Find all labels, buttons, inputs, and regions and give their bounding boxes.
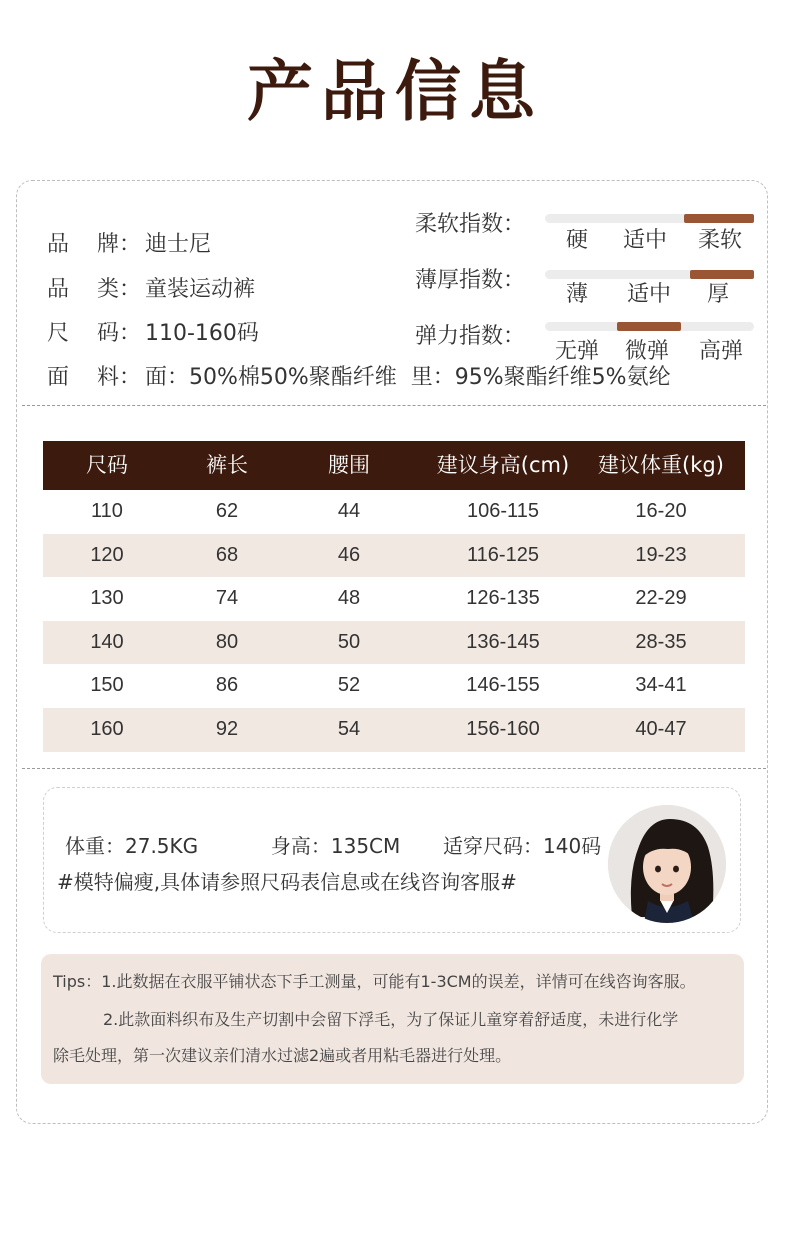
table-row: [43, 621, 745, 665]
model-stats: [65, 831, 601, 861]
index-option: 薄: [565, 282, 588, 307]
table-row: [43, 708, 745, 752]
table-cell: 16-20: [635, 500, 687, 522]
header-length: 裤长: [206, 453, 248, 477]
table-cell: 86: [215, 674, 239, 697]
spec-fabric: [47, 363, 671, 393]
table-header: [43, 441, 745, 490]
model-note: #模特偏瘦,具体请参照尺码表信息或在线咨询客服#: [57, 870, 517, 894]
spec-value: 迪士尼: [145, 232, 212, 257]
spec-label: 料：: [97, 365, 142, 390]
table-cell: 150: [90, 674, 124, 697]
index-option: 硬: [565, 228, 588, 253]
header-size: 尺码: [86, 453, 128, 477]
header-weight: 建议体重(kg): [598, 453, 724, 477]
spec-value: 110-160码: [145, 321, 259, 346]
index-option: 柔软: [697, 228, 742, 253]
spec-brand: [47, 230, 211, 260]
model-fit-size: 适穿尺码：140码: [443, 834, 602, 858]
size-table: [43, 441, 745, 752]
table-cell: 52: [337, 674, 361, 697]
tip-line-1: Tips：1.此数据在衣服平铺状态下手工测量，可能有1-3CM的误差，详情可在线咨询客服。: [53, 972, 696, 991]
index-track: [545, 322, 754, 331]
table-cell: 54: [337, 717, 361, 740]
spec-label: 品: [47, 232, 70, 257]
table-cell: 126-135: [466, 587, 540, 610]
spec-size: [47, 319, 259, 349]
table-cell: 160: [90, 717, 124, 740]
table-row: [43, 664, 745, 708]
spec-label: 码：: [97, 321, 142, 346]
index-option: 无弹: [554, 339, 599, 364]
index-track: [545, 214, 754, 223]
index-fill: [617, 322, 681, 331]
table-cell: 146-155: [466, 674, 540, 697]
table-cell: 19-23: [635, 543, 687, 566]
table-cell: 80: [215, 630, 239, 653]
index-option: 厚: [706, 282, 729, 307]
table-row: [43, 577, 745, 621]
page-title: 产品信息: [247, 53, 543, 130]
table-cell: 46: [337, 543, 361, 566]
tip-line-2: 2.此款面料织布及生产切割中会留下浮毛，为了保证儿童穿着舒适度，未进行化学: [103, 1010, 679, 1029]
table-cell: 62: [215, 500, 239, 522]
index-track: [545, 270, 754, 279]
table-cell: 22-29: [635, 587, 687, 610]
spec-category: [47, 275, 255, 305]
divider: [22, 405, 766, 406]
table-cell: 136-145: [466, 630, 540, 653]
table-cell: 40-47: [635, 717, 687, 740]
table-cell: 130: [90, 587, 124, 610]
spec-label: 面: [47, 365, 70, 390]
header-height: 建议身高(cm): [436, 453, 570, 477]
index-option: 高弹: [698, 339, 743, 364]
table-cell: 116-125: [467, 543, 539, 566]
index-label: 柔软指数：: [415, 212, 526, 237]
spec-label: 类：: [97, 277, 142, 302]
table-cell: 28-35: [635, 630, 687, 653]
table-cell: 44: [337, 500, 361, 522]
table-cell: 74: [215, 587, 239, 610]
model-weight: 体重：27.5KG: [65, 834, 199, 858]
header-waist: 腰围: [328, 453, 370, 477]
spec-value: 面：50%棉50%聚酯纤维 里：95%聚酯纤维5%氨纶: [145, 365, 671, 390]
index-label: 薄厚指数：: [415, 268, 526, 293]
model-height: 身高：135CM: [270, 834, 401, 858]
table-cell: 92: [215, 717, 239, 740]
spec-label: 尺: [47, 321, 70, 346]
spec-label: 品: [47, 277, 70, 302]
table-cell: 110: [91, 500, 123, 522]
model-avatar: [608, 805, 726, 923]
index-option: 适中: [626, 282, 671, 307]
spec-label: 牌：: [97, 232, 142, 257]
table-cell: 34-41: [635, 674, 687, 697]
index-option: 微弹: [624, 339, 669, 364]
table-cell: 120: [90, 543, 124, 566]
table-cell: 106-115: [467, 500, 539, 522]
index-fill: [690, 270, 754, 279]
index-label: 弹力指数：: [415, 324, 526, 349]
tip-line-3: 除毛处理，第一次建议亲们清水过滤2遍或者用粘毛器进行处理。: [53, 1046, 512, 1065]
table-cell: 50: [337, 630, 361, 653]
table-cell: 68: [215, 543, 239, 566]
divider: [22, 768, 766, 769]
table-cell: 140: [90, 630, 124, 653]
index-fill: [684, 214, 754, 223]
table-row: [43, 534, 745, 578]
model-portrait-icon: [608, 805, 726, 923]
table-cell: 48: [337, 587, 361, 610]
index-option: 适中: [622, 228, 667, 253]
table-cell: 156-160: [466, 717, 540, 740]
spec-value: 童装运动裤: [145, 277, 256, 302]
table-row: [43, 490, 745, 534]
